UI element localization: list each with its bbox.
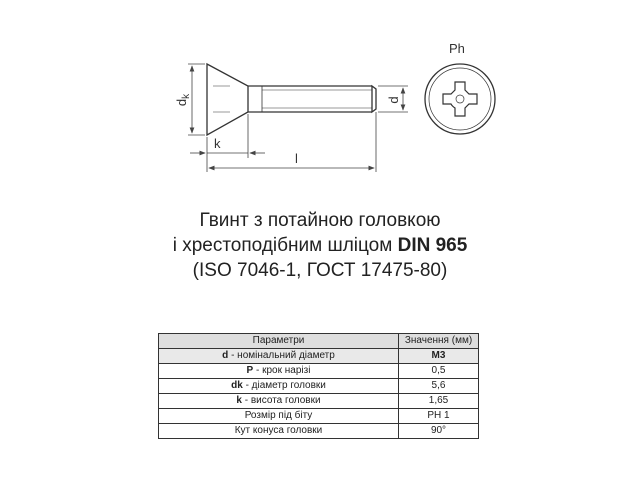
header-param: Параметри bbox=[159, 334, 399, 349]
param-cell bbox=[159, 409, 399, 424]
spec-table bbox=[158, 333, 479, 439]
param-cell bbox=[159, 364, 399, 379]
value-cell: М3 bbox=[399, 349, 479, 364]
phillips-head-view bbox=[425, 64, 495, 134]
param-cell bbox=[159, 349, 399, 364]
param-description: - висота головки bbox=[244, 395, 321, 406]
dim-k-label: k bbox=[214, 136, 221, 151]
value-cell: 90° bbox=[399, 424, 479, 439]
param-description: - діаметр головки bbox=[245, 380, 326, 391]
screw-side-view bbox=[207, 64, 376, 135]
param-cell bbox=[159, 379, 399, 394]
dim-d-label: d bbox=[386, 96, 401, 104]
table-row bbox=[159, 394, 479, 409]
dim-dk-label: $d_k$ bbox=[174, 93, 192, 107]
title-standard: DIN 965 bbox=[397, 235, 468, 256]
param-symbol: P bbox=[246, 365, 254, 376]
title-line-2-prefix: і хрестоподібним шліцом bbox=[172, 235, 393, 256]
value-cell: 5,6 bbox=[399, 379, 479, 394]
table-row bbox=[159, 364, 479, 379]
dimension-lines bbox=[188, 64, 408, 172]
table-header-row bbox=[159, 334, 479, 349]
value-cell: 0,5 bbox=[399, 364, 479, 379]
param-symbol: k bbox=[236, 395, 242, 406]
head-view-label: Ph bbox=[449, 41, 465, 56]
table-row bbox=[159, 409, 479, 424]
table-row bbox=[159, 424, 479, 439]
param-cell bbox=[159, 394, 399, 409]
param-description: Розмір під біту bbox=[244, 410, 313, 421]
product-title bbox=[0, 208, 640, 283]
param-cell bbox=[159, 424, 399, 439]
screw-drawing bbox=[0, 0, 640, 200]
dim-l-label: l bbox=[295, 151, 298, 166]
table-row bbox=[159, 379, 479, 394]
param-symbol: d bbox=[222, 350, 229, 361]
param-symbol: dk bbox=[231, 380, 243, 391]
title-line-3: (ISO 7046-1, ГОСТ 17475-80) bbox=[192, 260, 448, 281]
param-description: - крок нарізі bbox=[256, 365, 311, 376]
param-description: Кут конуса головки bbox=[234, 425, 323, 436]
phillips-cross-icon bbox=[443, 82, 477, 116]
title-line-2 bbox=[0, 233, 640, 258]
title-line-1: Гвинт з потайною головкою bbox=[199, 210, 441, 231]
param-description: - номінальний діаметр bbox=[231, 350, 335, 361]
header-value: Значення (мм) bbox=[399, 334, 479, 349]
value-cell: 1,65 bbox=[399, 394, 479, 409]
table-row bbox=[159, 349, 479, 364]
value-cell: PH 1 bbox=[399, 409, 479, 424]
